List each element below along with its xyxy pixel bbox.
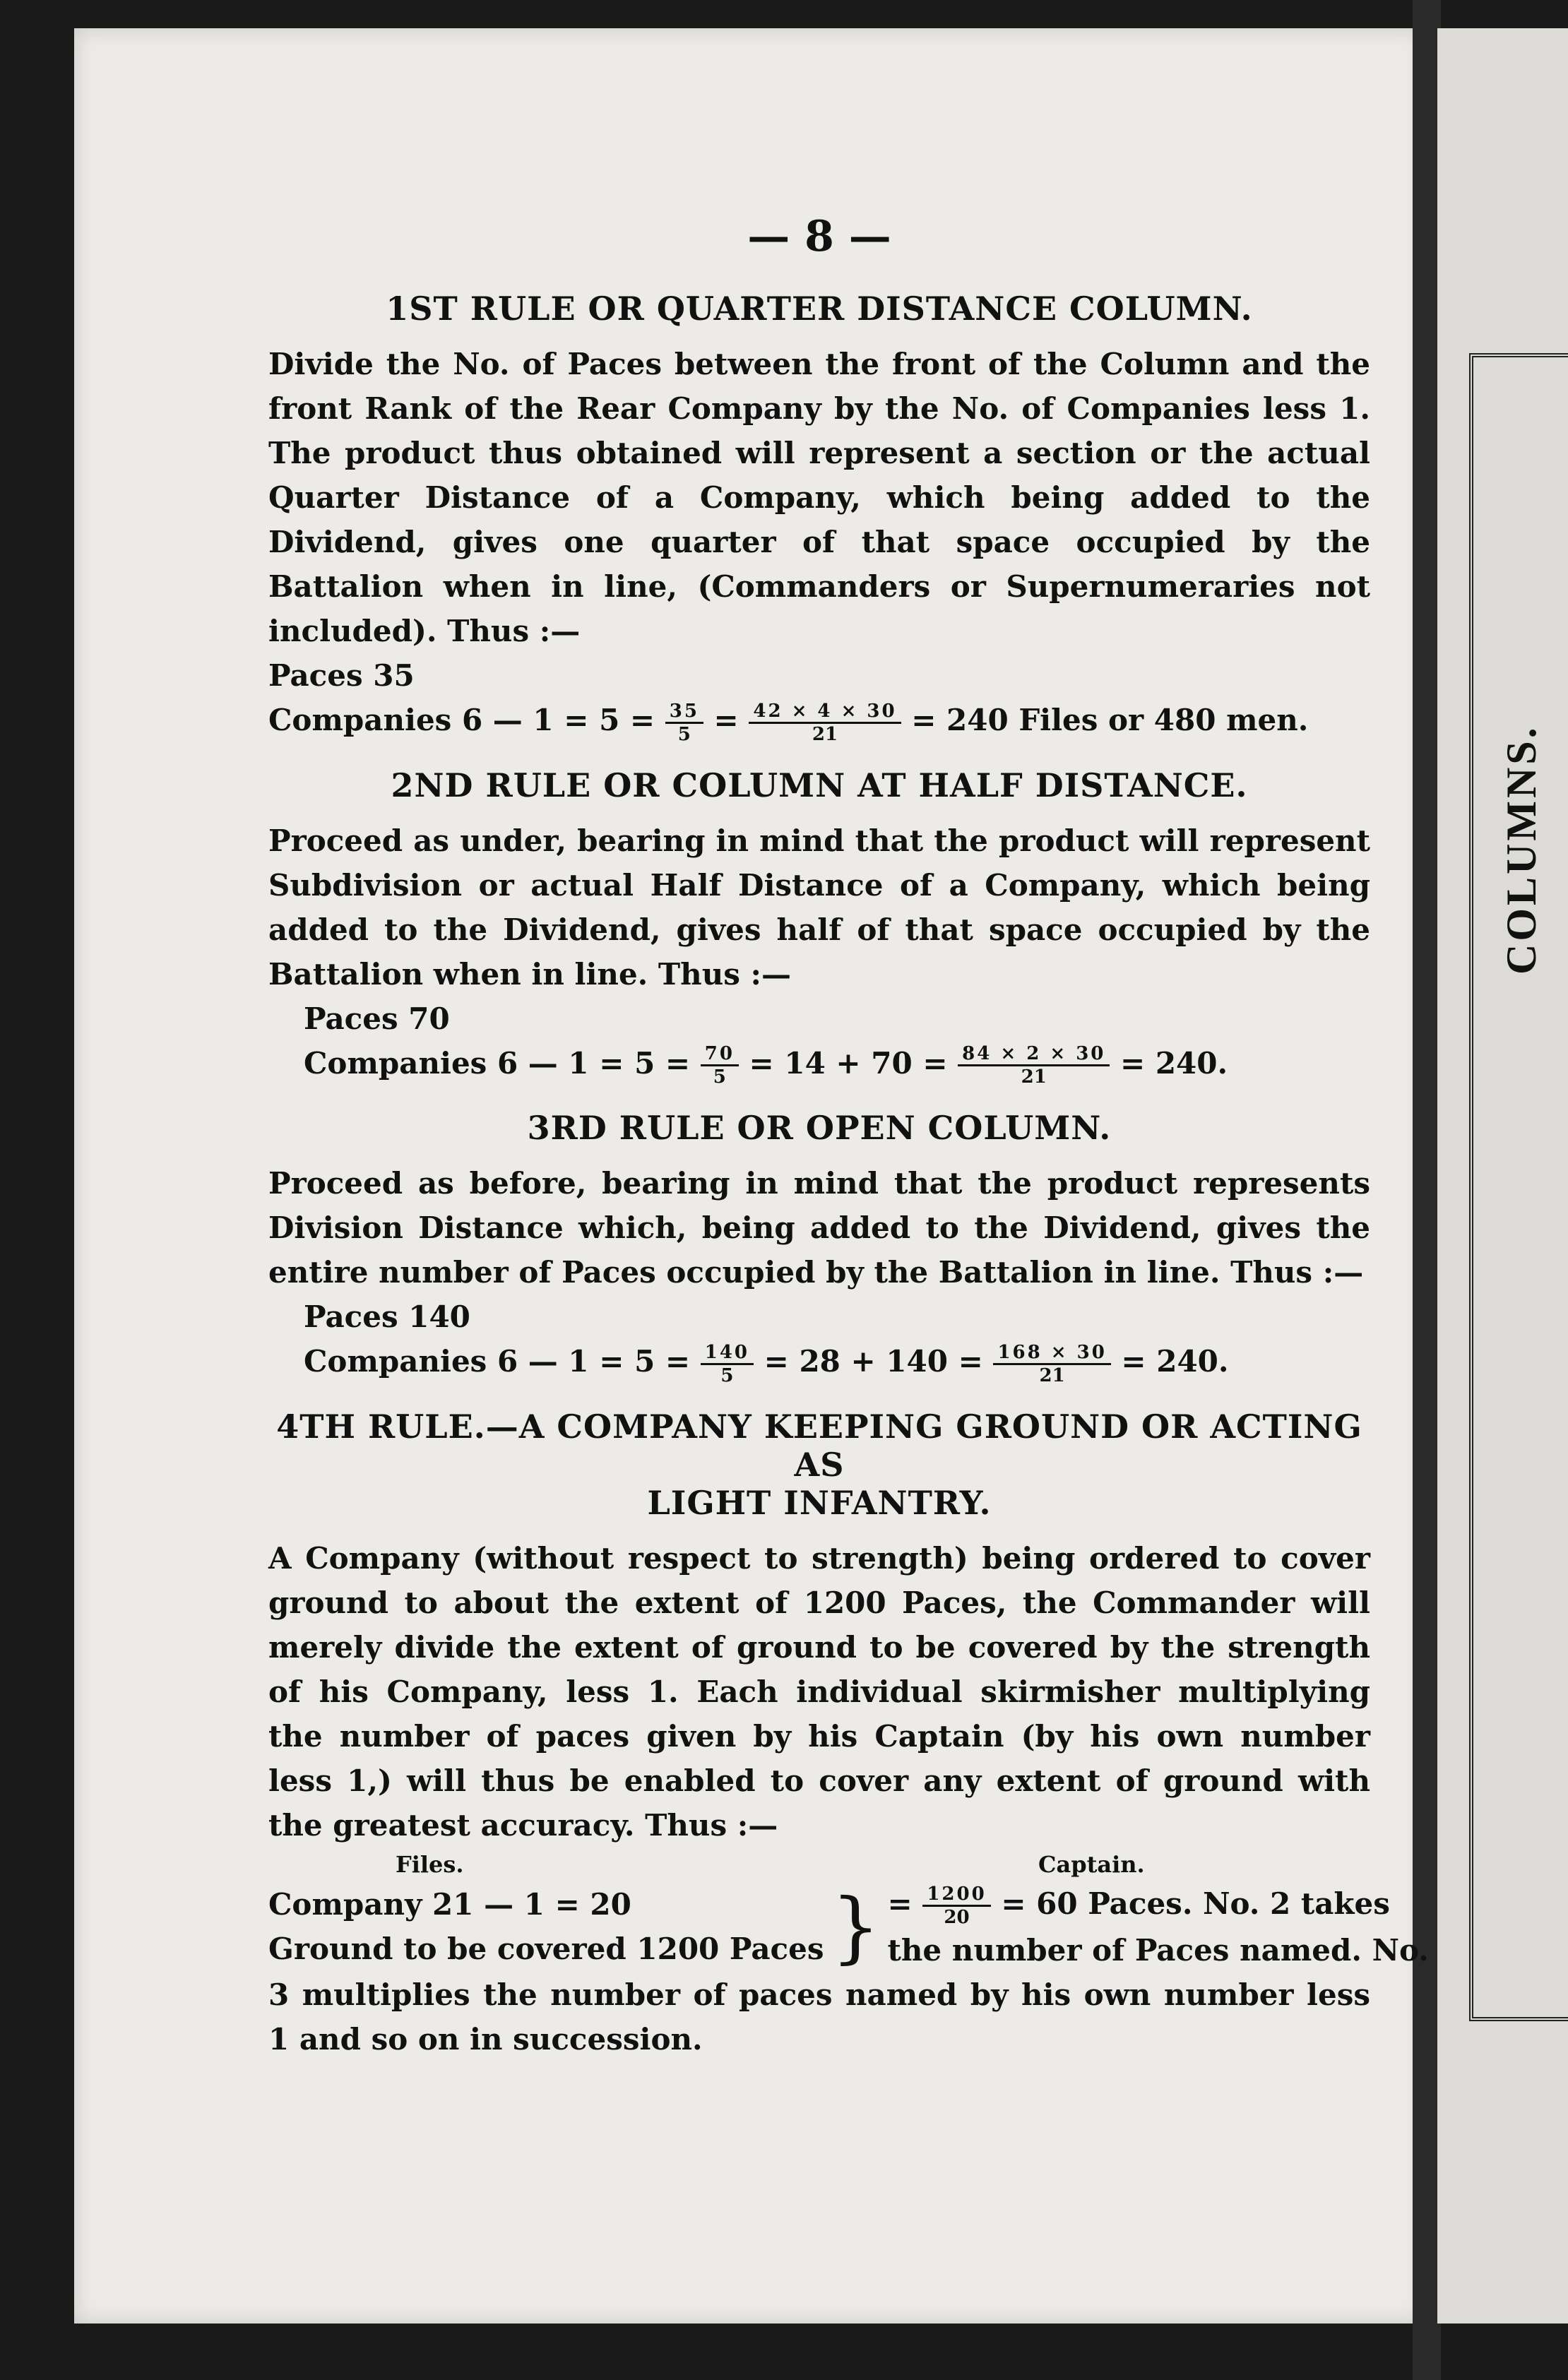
rule1-heading: 1ST RULE OR QUARTER DISTANCE COLUMN. bbox=[386, 290, 1253, 328]
rule3-calc-mid: = 28 + 140 = bbox=[764, 1344, 983, 1379]
files-caption: Files. bbox=[396, 1850, 464, 1878]
rule4-heading-line1: 4TH RULE.—A COMPANY KEEPING GROUND OR ACTING AS bbox=[276, 1407, 1362, 1484]
rule4-calculation bbox=[268, 1881, 1429, 1973]
rule3-paces: Paces 140 bbox=[304, 1299, 470, 1334]
rule2-heading: 2ND RULE OR COLUMN AT HALF DISTANCE. bbox=[391, 766, 1248, 804]
captain-caption: Captain. bbox=[1038, 1850, 1145, 1878]
rule3-text: Proceed as before, bearing in mind that the product represents Division Distance which, being added to the Dividend, gives the entire number of Paces occupied by the Battalion in line. Thus :— bbox=[268, 1166, 1370, 1290]
facing-page-frame bbox=[1469, 353, 1568, 2021]
rule3-calc-suffix: = 240. bbox=[1121, 1344, 1229, 1379]
side-label: COLUMNS. bbox=[1498, 725, 1545, 975]
rule4-fraction: $\frac{1200}{20}$ bbox=[922, 1884, 990, 1928]
book-spine bbox=[1413, 0, 1441, 2380]
rule2-calc-suffix: = 240. bbox=[1120, 1045, 1228, 1081]
rule1-calculation: Companies 6 — 1 = 5 = $\frac{35}{5}$ = $\frac{42 \times 4 \times 30}{21}$ = 240 Files or 480 men. bbox=[268, 700, 1309, 745]
rule2-calc-mid: = 14 + 70 = bbox=[749, 1045, 948, 1081]
page-content bbox=[268, 212, 1429, 2061]
rule4-closing: 3 multiplies the number of paces named by his own number less 1 and so on in succession. bbox=[268, 1977, 1370, 2057]
rule4-ground-line: Ground to be covered 1200 Paces bbox=[268, 1932, 824, 1967]
rule2-calc-prefix: Companies 6 — 1 = 5 = bbox=[304, 1045, 691, 1081]
rule1-text: Divide the No. of Paces between the front of the Column and the front Rank of the Rear Company by the No. of Companies less 1. The product thus obtained will represent a section or the actual Quarter Distance of a Company, which being added to the Dividend, gives one quarter of that space occupied by the Battalion when in line, (Commanders or Supernumeraries not included). Thus :— bbox=[268, 347, 1370, 648]
rule3-calculation bbox=[268, 1339, 1370, 1386]
rule2-fraction-1: $\frac{70}{5}$ bbox=[701, 1043, 739, 1088]
rule2-text: Proceed as under, bearing in mind that the product will represent Subdivision or actual Half Distance of a Company, which being added to the Dividend, gives half of that space occupied by the Battalion when in line. Thus :— bbox=[268, 823, 1370, 992]
rule2-fraction-2: $\frac{84 \times 2 \times 30}{21}$ bbox=[958, 1043, 1110, 1088]
rule4-paces-named-line: the number of Paces named. No. bbox=[887, 1933, 1429, 1968]
rule3-calc-prefix: Companies 6 — 1 = 5 = bbox=[304, 1344, 691, 1379]
rule4-text: A Company (without respect to strength) being ordered to cover ground to about the extent of 1200 Paces, the Commander will merely divide the extent of ground to be covered by the strength of his Company, less 1. Each individual skirmisher multiplying the number of paces given by his Captain (by his own number less 1,) will thus be enabled to cover any extent of ground with the greatest accuracy. Thus :— bbox=[268, 1540, 1370, 1843]
rule1-calc-suffix: = 240 Files or 480 men. bbox=[911, 703, 1309, 737]
page-number: — 8 — bbox=[747, 212, 891, 261]
rule4-left-lines bbox=[268, 1882, 824, 1971]
rule4-right-lines bbox=[888, 1881, 1429, 1973]
rule2-calculation bbox=[268, 1041, 1370, 1088]
rule3-fraction-1: $\frac{140}{5}$ bbox=[701, 1342, 754, 1386]
rule3-fraction-2: $\frac{168 \times 30}{21}$ bbox=[993, 1342, 1110, 1386]
rule4-heading-line2: LIGHT INFANTRY. bbox=[647, 1483, 992, 1522]
rule4-captain-line: = $\frac{1200}{20}$ = 60 Paces. No. 2 takes bbox=[887, 1884, 1390, 1928]
rule1-paces: Paces 35 bbox=[268, 658, 415, 693]
rule4-company-line: Company 21 — 1 = 20 bbox=[268, 1887, 631, 1922]
rule2-paces: Paces 70 bbox=[304, 1001, 450, 1036]
curly-brace-icon: } bbox=[831, 1881, 881, 1973]
rule1-fraction-1: $\frac{35}{5}$ bbox=[665, 701, 703, 745]
rule1-calc-prefix: Companies 6 — 1 = 5 = bbox=[268, 703, 655, 737]
rule1-fraction-2: $\frac{42 \times 4 \times 30}{21}$ bbox=[749, 701, 901, 745]
rule3-heading: 3RD RULE OR OPEN COLUMN. bbox=[527, 1109, 1112, 1147]
rule4-captions bbox=[268, 1848, 1370, 1881]
